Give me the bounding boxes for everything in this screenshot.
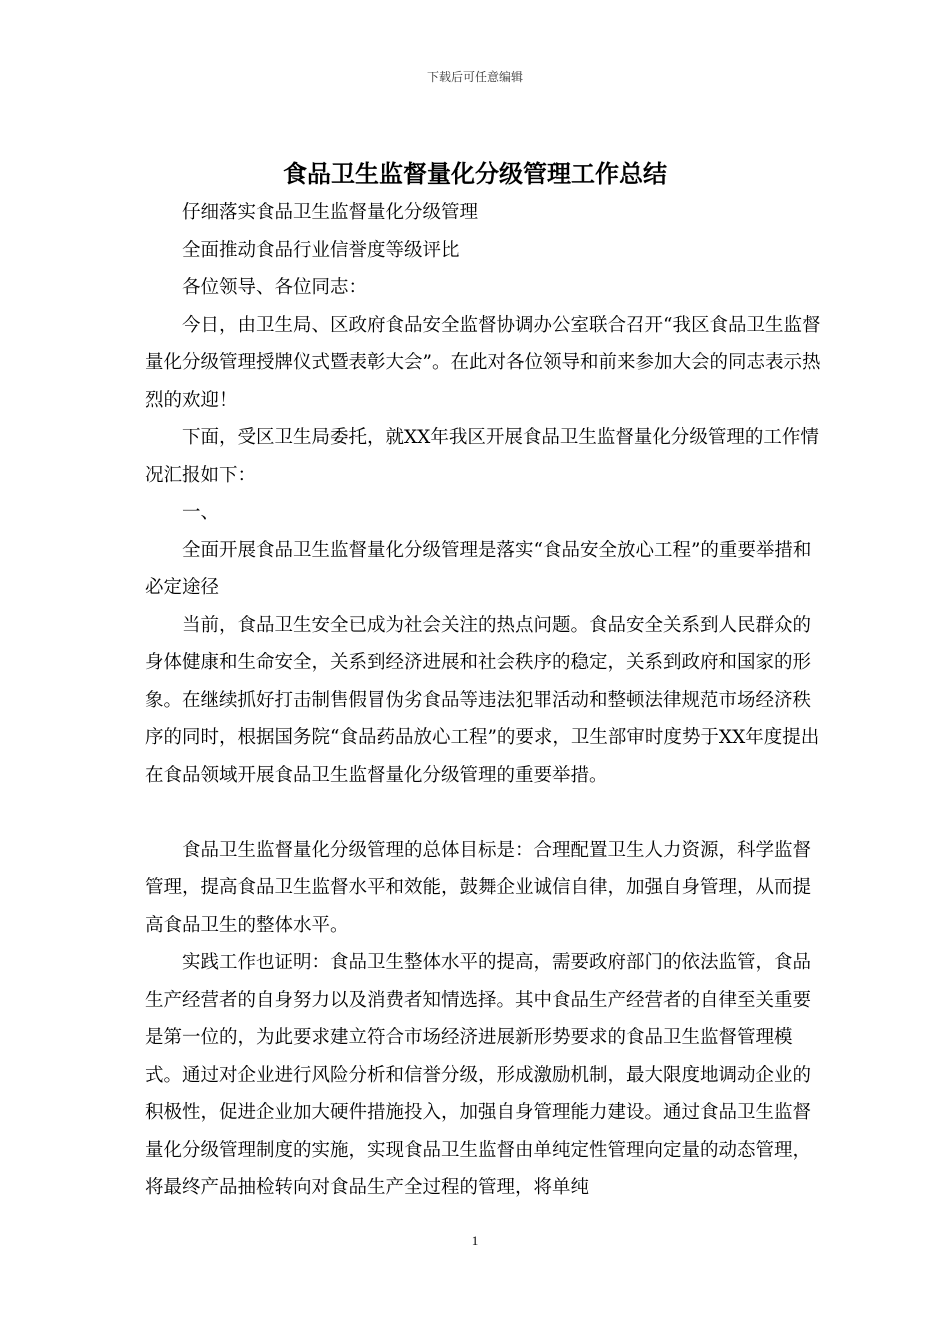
salutation: 各位领导、各位同志： [182, 277, 368, 298]
subtitle-line-2: 全面推动食品行业信誉度等级评比 [182, 239, 460, 261]
paragraph-background: 当前，食品卫生安全已成为社会关注的热点问题。食品安全关系到人民群众的身体健康和生命安全，关系到经济进展和社会秩序的稳定，关系到政府和国家的形象。在继续抓好打击制售假冒伪劣食品等违法犯罪活动和整顿法律规范市场经济秩序的同时，根据国务院“食品药品放心工程”的要求，卫生部审时度势于XX年度提出在食品领域开展食品卫生监督量化分级管理的重要举措。 [145, 614, 820, 786]
paragraph-goal: 食品卫生监督量化分级管理的总体目标是：合理配置卫生人力资源，科学监督管理，提高食品卫生监督水平和效能，鼓舞企业诚信自律，加强自身管理，从而提高食品卫生的整体水平。 [145, 839, 812, 936]
document-body [145, 194, 825, 1207]
document-title: 食品卫生监督量化分级管理工作总结 [283, 160, 667, 188]
blank-line [145, 794, 825, 832]
section-heading: 全面开展食品卫生监督量化分级管理是落实“食品安全放心工程”的重要举措和必定途径 [145, 539, 812, 598]
section-number: 一、 [182, 502, 220, 523]
paragraph-report-intro: 下面，受区卫生局委托，就XX年我区开展食品卫生监督量化分级管理的工作情况汇报如下： [145, 427, 819, 486]
paragraph-opening: 今日，由卫生局、区政府食品安全监督协调办公室联合召开“我区食品卫生监督量化分级管理授牌仪式暨表彰大会”。在此对各位领导和前来参加大会的同志表示热烈的欢迎！ [145, 314, 821, 411]
page-number: 1 [471, 1233, 479, 1248]
subtitle-line-1: 仔细落实食品卫生监督量化分级管理 [182, 202, 479, 223]
paragraph-practice: 实践工作也证明：食品卫生整体水平的提高，需要政府部门的依法监管，食品生产经营者的自身努力以及消费者知情选择。其中食品生产经营者的自律至关重要是第一位的，为此要求建立符合市场经济进展新形势要求的食品卫生监督管理模式。通过对企业进行风险分析和信誉分级，形成激励机制，最大限度地调动企业的积极性，促进企业加大硬件措施投入，加强自身管理能力建设。通过食品卫生监督量化分级管理制度的实施，实现食品卫生监督由单纯定性管理向定量的动态管理，将最终产品抽检转向对食品生产全过程的管理，将单纯 [145, 952, 812, 1198]
header-note: 下载后可任意编辑 [426, 70, 523, 84]
